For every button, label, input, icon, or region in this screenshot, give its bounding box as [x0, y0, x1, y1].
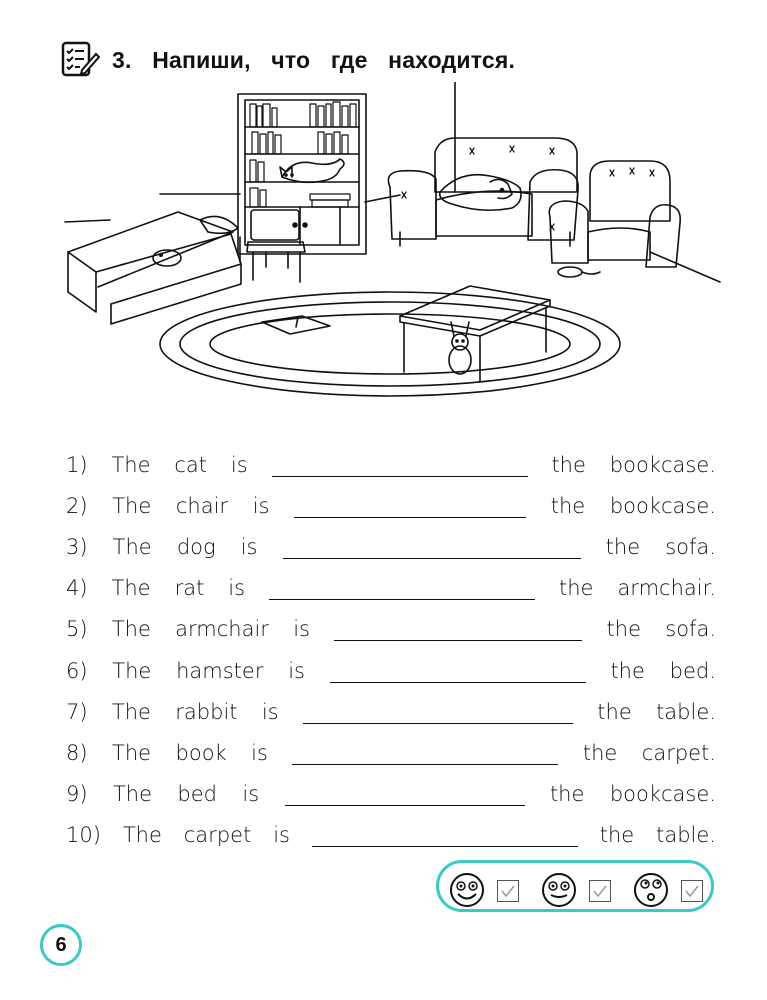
row-word: The	[112, 658, 152, 683]
sofa	[388, 138, 578, 246]
exercise-row-5	[66, 600, 716, 641]
row-word: the	[606, 617, 641, 642]
row-word: is	[230, 453, 248, 478]
row-word: bed.	[669, 658, 716, 683]
row-word: the	[582, 740, 618, 765]
row-word: the	[599, 822, 635, 847]
row-number: 1)	[66, 453, 88, 478]
task-number: 3.	[112, 46, 132, 73]
exercise-row-6	[66, 641, 716, 682]
row-number: 6)	[66, 658, 88, 683]
row-word: dog	[176, 535, 216, 560]
check-icon	[682, 881, 702, 901]
answer-blank[interactable]	[269, 579, 535, 600]
cat	[280, 159, 344, 182]
row-word: bookcase.	[609, 494, 716, 519]
answer-blank[interactable]	[283, 538, 581, 559]
row-word: The	[112, 535, 152, 560]
neutral-face-icon	[541, 872, 577, 908]
row-word: is	[251, 740, 268, 765]
exercise-row-10	[66, 806, 716, 847]
row-word: is	[293, 617, 310, 642]
row-number: 5)	[66, 617, 88, 642]
row-word: hamster	[176, 658, 264, 683]
row-word: sofa.	[665, 535, 716, 560]
row-word: bed	[177, 781, 217, 806]
row-word: is	[288, 658, 305, 683]
task-title	[112, 47, 515, 74]
answer-blank[interactable]	[334, 620, 582, 641]
answer-blank[interactable]	[303, 703, 573, 724]
row-word: The	[112, 494, 152, 519]
neutral-checkbox[interactable]	[589, 880, 611, 902]
row-number: 9)	[66, 781, 88, 806]
checklist-pencil-icon	[60, 40, 100, 80]
row-word: the	[549, 781, 585, 806]
exercise-row-1	[66, 436, 716, 477]
row-word: armchair.	[617, 576, 716, 601]
row-word: The	[112, 740, 152, 765]
bed	[68, 212, 241, 324]
row-word: armchair	[175, 617, 269, 642]
row-word: the	[551, 453, 586, 478]
task-header	[60, 38, 515, 82]
row-word: is	[273, 822, 290, 847]
row-number: 10)	[66, 822, 101, 847]
confused-checkbox[interactable]	[681, 880, 703, 902]
exercise-row-9	[66, 765, 716, 806]
carpet	[160, 292, 620, 396]
row-word: the	[550, 494, 586, 519]
row-number: 7)	[66, 699, 88, 724]
row-word: chair	[175, 494, 229, 519]
row-word: sofa.	[665, 617, 716, 642]
rabbit	[449, 322, 471, 374]
row-word: table.	[656, 822, 716, 847]
confused-face-icon	[633, 872, 669, 908]
bookcase	[238, 94, 366, 254]
row-word: The	[112, 781, 153, 806]
row-word: The	[111, 453, 151, 478]
row-word: rabbit	[175, 699, 238, 724]
row-word: The	[122, 822, 162, 847]
row-word: is	[242, 781, 260, 806]
answer-blank[interactable]	[330, 662, 586, 683]
row-word: table.	[656, 699, 716, 724]
answer-blank[interactable]	[292, 744, 558, 765]
exercise-list	[66, 436, 716, 847]
row-number: 8)	[66, 740, 88, 765]
row-word: The	[111, 699, 151, 724]
exercise-row-8	[66, 724, 716, 765]
check-icon	[590, 881, 610, 901]
row-word: is	[240, 535, 258, 560]
happy-face-icon	[449, 872, 485, 908]
row-word: is	[228, 576, 246, 601]
row-word: is	[252, 494, 270, 519]
room-scene	[50, 82, 730, 427]
row-word: book	[175, 740, 227, 765]
row-word: the	[559, 576, 594, 601]
page-number: 6	[40, 924, 82, 966]
answer-blank[interactable]	[294, 497, 526, 518]
self-assessment-box	[436, 860, 714, 912]
table	[400, 286, 550, 382]
armchair	[549, 161, 680, 267]
row-word: bookcase.	[609, 453, 716, 478]
row-word: The	[111, 576, 151, 601]
exercise-row-2	[66, 477, 716, 518]
exercise-row-4	[66, 559, 716, 600]
answer-blank[interactable]	[312, 826, 578, 847]
task-instruction: Напиши, что где находится.	[152, 46, 516, 73]
row-word: the	[597, 699, 632, 724]
row-word: cat	[174, 453, 208, 478]
row-word: the	[605, 535, 641, 560]
row-word: carpet.	[641, 740, 716, 765]
rat	[558, 267, 600, 277]
row-word: the	[610, 658, 645, 683]
row-word: rat	[174, 576, 205, 601]
chair	[247, 210, 305, 282]
row-word: bookcase.	[609, 781, 716, 806]
exercise-row-3	[66, 518, 716, 559]
answer-blank[interactable]	[272, 456, 528, 477]
happy-checkbox[interactable]	[497, 880, 519, 902]
row-word: is	[261, 699, 279, 724]
row-number: 4)	[66, 576, 88, 601]
row-word: carpet	[183, 822, 252, 847]
row-word: The	[111, 617, 151, 642]
answer-blank[interactable]	[285, 785, 525, 806]
row-number: 2)	[66, 494, 88, 519]
row-number: 3)	[66, 535, 88, 560]
check-icon	[498, 881, 518, 901]
exercise-row-7	[66, 683, 716, 724]
